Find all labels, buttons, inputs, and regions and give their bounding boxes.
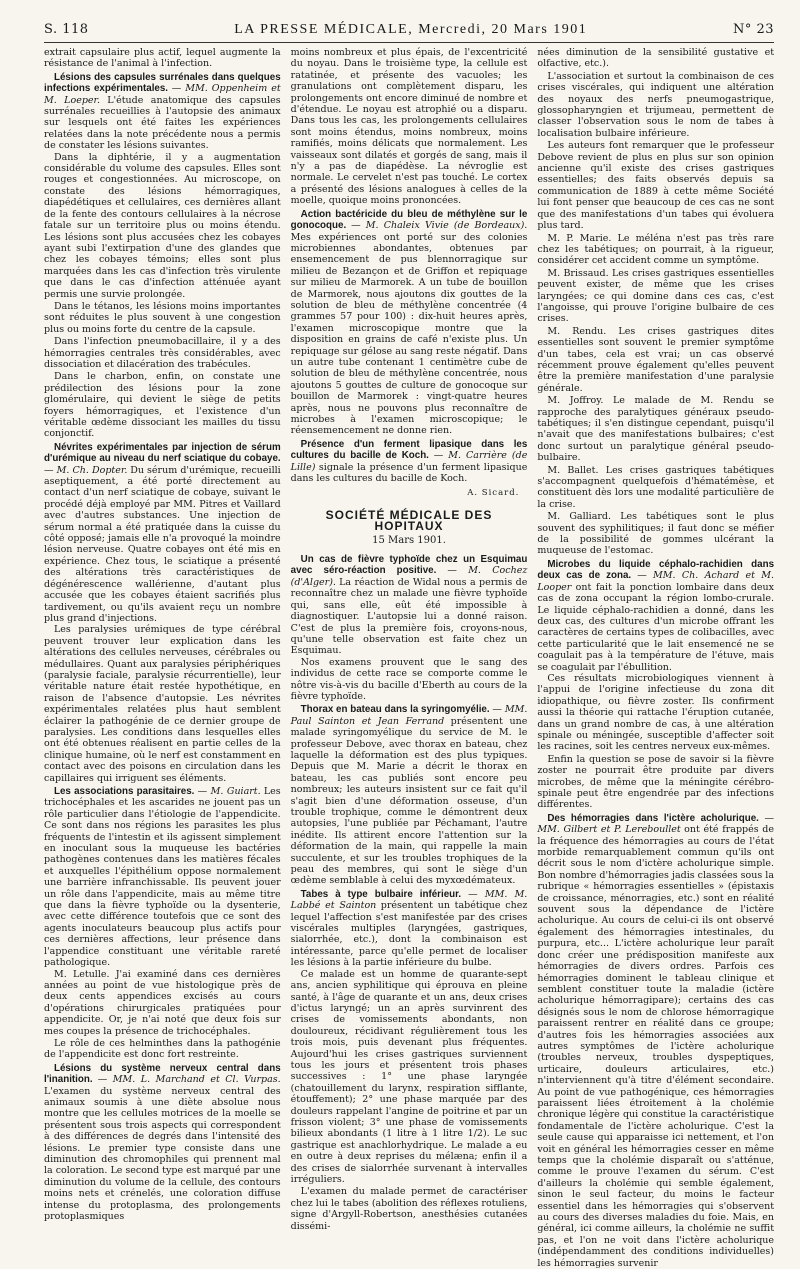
column-3 [537, 47, 775, 1269]
section-title: SOCIÉTÉ MÉDICALE DES HOPITAUX [325, 507, 493, 534]
paragraph: Les paralysies urémiques de type cérébral peuvent trouver leur explication dans les altérations des cellules nerveuses, cérébrales ou médullaires. Quant aux paralysies périphériques (paralysie faciale, paralysie récurrentielle), leur véritable nature était restée hypothétique, en raison de l'absence d'autopsie. Les névrites expérimentales relatées plus haut semblent éclairer la pathogénie de ce dernier groupe de paralysies. Les conditions dans lesquelles elles ont été obtenues réalisent en partie celles de la clinique humaine, où le nerf est constamment en contact avec des poisons en circulation dans les capillaires qui irriguent ses éléments. [44, 624, 281, 784]
paragraph: Le rôle de ces helminthes dans la pathogénie de l'appendicite est donc fort restreinte. [44, 1037, 281, 1061]
article-heading: Tabes à type bulbaire inférieur. — MM. M. Labbé et Sainton présentent un tabétique chez lequel l'affection s'est manifestée par des crises viscérales multiples (laryngées, gastriques, sialorrhée, etc.), dont la combinaison est intéressante, parce qu'elle permet de localiser les lésions à la partie inférieure du bulbe. [290, 888, 528, 969]
paragraph: Ce malade est un homme de quarante-sept ans, ancien syphilitique qui éprouva en pleine santé, à l'âge de quarante et un ans, deux crises d'ictus laryngé; un an après survinrent des crises de vomissements abondants, non douloureux, récidivant régulièrement tous les trois mois, puis devenant plus fréquentes. Aujourd'hui les crises gastriques surviennent tous les jours et présentent trois phases successives : 1° une phase laryngée (chatouillement du larynx, respiration sifflante, étouffement); 2° une phase marquée par des douleurs rappelant l'angine de poitrine et par un frisson violent; 3° une phase de vomissements bilieux abondants (1 litre à 1 litre 1/2). Le suc gastrique est anachlorhydrique. Le malade a eu en outre à deux reprises du mélæna; enfin il a des crises de sialorrhée survenant à intervalles irréguliers. [290, 968, 528, 1185]
article-heading: Action bactéricide du bleu de méthylène sur le gonocoque. — M. Chaleix Vivie (de Bordeaux). Mes expériences ont porté sur des colonies microbiennes abondantes, obtenues par ensemencement de pus blennorragique sur milieu de Bezançon et de Griffon et repiquage sur milieu de Marmorek. A un tube de bouillon de Marmorek, nous ajoutons dix gouttes de la solution de bleu de méthylène concentrée (4 grammes 57 pour 100) : dix-huit heures après, l'examen microscopique montre que la disposition en grains de café n'existe plus. Un repiquage sur gélose au sang reste négatif. Dans un autre tube contenant 1 centimètre cube de solution de bleu de méthylène concentrée, nous ajoutons 5 gouttes de culture de gonocoque sur bouillon de Marmorek : vingt-quatre heures après, nous ne pouvons plus reconnaître de microbes à l'examen microscopique; le réensemencement ne donne rien. [290, 208, 528, 437]
paragraph: M. Galliard. Les tabétiques sont le plus souvent des syphilitiques; il faut donc se méfier de la possibilité de gommes ulcérant la muqueuse de l'estomac. [537, 511, 775, 557]
paragraph: M. Joffroy. Le malade de M. Rendu se rapproche des paralytiques généraux pseudo-tabétiques; il s'en distingue cependant, puisqu'il n'avait que des manifestations bulbaires; c'est donc surtout un paralytique général pseudo-bulbaire. [537, 395, 775, 464]
column-2 [290, 47, 528, 1232]
paragraph: L'examen du malade permet de caractériser chez lui le tabes (abolition des réflexes rotuliens, signe d'Argyll-Robertson, anesthésies cutanées dissémi- [290, 1186, 528, 1232]
paragraph: Dans l'infection pneumobacillaire, il y a des hémorragies centrales très considérables, avec dissociation et dilacération des trabécules. [44, 336, 281, 370]
page-number: S. 118 [44, 22, 89, 37]
article-heading: Lésions des capsules surrénales dans quelques infections expérimentales. — MM. Oppenheim et M. Loeper. L'étude anatomique des capsules surrénales recueillies à l'autopsie des animaux sur lesquels ont été faites les expériences relatées dans la note précédente nous a permis de constater les lésions suivantes. [44, 71, 281, 152]
article-heading: Présence d'un ferment lipasique dans les cultures du bacille de Koch. — M. Carrière (de Lille) signale la présence d'un ferment lipasique dans les cultures du bacille de Koch. [290, 438, 528, 485]
section-date: 15 Mars 1901. [372, 534, 446, 546]
paragraph: Enfin la question se pose de savoir si la fièvre zoster ne pourrait être produite par divers microbes, de même que la méningite cérébro-spinale peut être engendrée par des infections différentes. [537, 753, 775, 811]
paragraph: Ces résultats microbiologiques viennent à l'appui de l'origine infectieuse du zona dit idiopathique, ou fièvre zoster. Ils confirment aussi la théorie qui rattache l'éruption cutanée, dans un grand nombre de cas, à une altération spinale ou méningée, susceptible d'affecter soit les racines, soit les centres nerveux eux-mêmes. [537, 672, 775, 753]
paragraph: nées diminution de la sensibilité gustative et olfactive, etc.). [537, 47, 775, 70]
paragraph: M. P. Marie. Le méléna n'est pas très rare chez les tabétiques; on pourrait, à la rigueur, considérer cet accident comme un symptôme. [537, 232, 775, 267]
article-heading: Les associations parasitaires. — M. Guiart. Les trichocéphales et les ascarides ne jouent pas un rôle particulier dans l'étiologie de l'appendicite. Ce sont dans nos régions les parasites les plus fréquents de l'intestin et ils agissent simplement en inoculant sous la muqueuse les bactéries pathogènes contenues dans les matières fécales et auxquelles l'épithélium oppose normalement une barrière infranchissable. Ils peuvent jouer un rôle dans l'appendicite, mais au même titre que dans la fièvre typhoïde ou la dysenterie, avec cette différence toutefois que ce sont des agents inoculateurs beaucoup plus actifs pour ces dernières affections, leur présence dans l'appendice constituant une véritable rareté pathologique. [44, 786, 281, 969]
paragraph: Dans le tétanos, les lésions moins importantes sont réduites le plus souvent à une congestion plus ou moins forte du centre de la capsule. [44, 300, 281, 335]
page-header [44, 22, 774, 38]
paragraph: L'association et surtout la combinaison de ces crises viscérales, qui indiquent une altération des noyaux des nerfs pneumogastrique, glossopharyngien et trijumeau, permettent de classer l'observation sous le nom de tabes à localisation bulbaire inférieure. [537, 70, 775, 139]
paragraph: M. Rendu. Les crises gastriques dites essentielles sont souvent le premier symptôme d'un tabes, cela est vrai; un cas observé récemment prouve également qu'elles peuvent être la première manifestation d'une paralysie générale. [537, 325, 775, 394]
article-heading: Névrites expérimentales par injection de sérum d'urémique au niveau du nerf sciatique du cobaye. — M. Ch. Dopter. Du sérum d'urémique, recueilli aseptiquement, a été porté directement au contact d'un nerf sciatique de cobaye, suivant le procédé déjà employé par MM. Pitres et Vaillard avec d'autres substances. Une injection de sérum normal a été pratiquée dans la cuisse du côté opposé; jamais elle n'a provoqué la moindre lésion nerveuse. Quatre cobayes ont été mis en expérience. Chez tous, le sciatique a présenté des altérations très caractéristiques de dégénérescence wallérienne, d'autant plus accusée que les cobayes étaient sacrifiés plus tardivement, ou qu'ils avaient reçu un nombre plus grand d'injections. [44, 441, 281, 624]
paragraph: Les auteurs font remarquer que le professeur Debove revient de plus en plus sur son opinion ancienne qu'il existe des crises gastriques essentielles; des faits observés depuis sa communication de 1889 à cette même Société lui font penser que beaucoup de ces cas ne sont que des manifestations d'un tabes qui évoluera plus tard. [537, 140, 775, 232]
paragraph: moins nombreux et plus épais, de l'excentricité du noyau. Dans le troisième type, la cellule est ratatinée, et présente des vacuoles; les granulations ont complètement disparu, les prolongements ont encore diminué de nombre et d'étendue. Le noyau est atrophié ou a disparu. Dans tous les cas, les prolongements cellulaires sont moins étendus, moins nombreux, moins ramifiés, moins délicats que normalement. Les vaisseaux sont dilatés et gorgés de sang, mais il n'y a pas de diapédèse. La névroglie est normale. Le cervelet n'est pas touché. Le cortex a présenté des lésions analogues à celles de la moelle, quoique moins prononcées. [290, 47, 528, 207]
issue-number: N° 23 [732, 22, 774, 37]
journal-title: LA PRESSE MÉDICALE, Mercredi, 20 Mars 1901 [234, 22, 588, 37]
columns [44, 47, 775, 1269]
article-heading: Un cas de fièvre typhoïde chez un Esquimau avec séro-réaction positive. — M. Cochez (d'Alger). La réaction de Widal nous a permis de reconnaître chez un malade une fièvre typhoïde qui, sans elle, eût été impossible à diagnostiquer. L'autopsie lui a donné raison. C'est de plus la première fois, croyons-nous, qu'une telle observation est faite chez un Esquimau. [290, 554, 528, 657]
paragraph: M. Letulle. J'ai examiné dans ces dernières années au point de vue histologique près de deux cents appendices excisés au cours d'opérations chirurgicales pratiquées pour appendicite. Or, je n'ai noté que deux fois sur mes coupes la présence de trichocéphales. [44, 968, 281, 1037]
paragraph: M. Ballet. Les crises gastriques tabétiques s'accompagnent quelquefois d'hématémèse, et constituent dès lors une modalité particulière de la crise. [537, 464, 775, 510]
column-1 [44, 47, 281, 1223]
article-heading: Lésions du système nerveux central dans l'inanition. — MM. L. Marchand et Cl. Vurpas. L'examen du système nerveux central des animaux soumis à une diète absolue nous montre que les cellules motrices de la moelle se présentent sous trois aspects qui correspondent à des différences de degrés dans l'intensité des lésions. Le premier type consiste dans une diminution des chromophiles qui prennent mal la coloration. Le second type est marqué par une diminution du volume de la cellule, des contours moins nets et crénelés, une coloration diffuse intense du protoplasma, des prolongements protoplasmiques [44, 1062, 281, 1223]
paragraph: extrait capsulaire plus actif, lequel augmente la résistance de l'animal à l'infection. [44, 47, 281, 70]
paragraph: Dans la diphtérie, il y a augmentation considérable du volume des capsules. Elles sont rouges et congestionnées. Au microscope, on constate des lésions hémorragiques, diapédétiques et cellulaires, ces dernières allant de la fente des contours cellulaires à la nécrose fatale sur un territoire plus ou moins étendu. Les lésions sont plus accusées chez les cobayes ayant subi l'extirpation d'une des glandes que chez les cobayes témoins; elles sont plus marquées dans les cas d'infection très virulente que dans le cas d'infection atténuée ayant permis une survie prolongée. [44, 151, 281, 300]
article-heading: Thorax en bateau dans la syringomyélie. — MM. Paul Sainton et Jean Ferrand présentent une malade syringomyélique du service de M. le professeur Debove, avec thorax en bateau, chez laquelle la déformation est des plus typiques. Depuis que M. Marie a décrit le thorax en bateau, les cas publiés sont encore peu nombreux; les auteurs insistent sur ce fait qu'il s'agit bien d'une déformation osseuse, d'un trouble trophique, comme le démontrent deux autopsies, l'une publiée par Péchamant, l'autre inédite. Ils attirent encore l'attention sur la déformation de la main, qui rappelle la main succulente, et sur les troubles trophiques de la peau des membres, qui sont le siège d'un œdème semblable à celui des myxœdémateux. [290, 704, 528, 887]
article-heading: Microbes du liquide céphalo-rachidien dans deux cas de zona. — MM. Ch. Achard et M. Looper ont fait la ponction lombaire dans deux cas de zona occupant la région lombo-crurale. Le liquide céphalo-rachidien a donné, dans les deux cas, des cultures d'un microbe offrant les caractères de certains types de colibacilles, avec cette particularité que le lait ensemencé ne se coagulait pas à la température de l'étuve, mais se coagulait par l'ébullition. [537, 558, 775, 673]
signature: A. Sicard. [467, 488, 520, 499]
paragraph: Nos examens prouvent que le sang des individus de cette race se comporte comme le nôtre vis-à-vis du bacille d'Eberth au cours de la fièvre typhoïde. [290, 656, 528, 702]
paragraph: Dans le charbon, enfin, on constate une prédilection des lésions pour la zone glomérulaire, qui devient le siège de petits foyers hémorragiques, et l'existence d'un véritable œdème dissociant les mailles du tissu conjonctif. [44, 371, 281, 440]
article-heading: Des hémorragies dans l'ictère acholurique. — MM. Gilbert et P. Lereboullet ont été frappés de la fréquence des hémorragies au cours de l'état morbide remarquablement commun qu'ils ont décrit sous le nom d'ictère acholurique simple. Bon nombre d'hémorragies jadis classées sous la rubrique « hémorragies essentielles » (épistaxis de croissance, ménorragies, etc.) sont en réalité souvent sous la dépendance de l'ictère acholurique. Au cours de celui-ci ils ont observé également des hémorragies intestinales, du purpura, etc... L'ictère acholurique leur paraît donc créer une prédisposition manifeste aux hémorragies de divers ordres. Parfois ces hémorragies dominent le tableau clinique et semblent constituer toute la maladie (ictère acholurique hémorragipare); certains des cas désignés sous le nom de chlorose hémorragique paraissent rentrer en réalité dans ce groupe; d'autres fois les hémorragies associées aux autres symptômes de l'ictère acholurique (troubles nerveux, troubles dyspeptiques, urticaire, douleurs articulaires, etc.) n'interviennent qu'à titre d'élément secondaire. Au point de vue pathogénique, ces hémorragies paraissent liées étroitement à la cholémie chronique légère qui constitue la caractéristique fondamentale de l'ictère acholurique. C'est la seule cause qui apparaisse ici nettement, et l'on voit en général les hémorragies cesser en même temps que la cholémie disparaît ou s'atténue, comme le prouve l'examen du sérum. C'est d'ailleurs la cholémie qui semble également, sinon le seul facteur, du moins le facteur essentiel dans les hémorragies qui s'observent au cours des diverses maladies du foie. Mais, en général, ici comme ailleurs, la cholémie ne suffit pas, et l'on ne voit dans l'ictère acholurique (indépendamment des conditions individuelles) les hémorragies survenir [537, 812, 775, 1269]
paragraph: M. Brissaud. Les crises gastriques essentielles peuvent exister, de même que les crises laryngées; ce qui domine dans ces cas, c'est l'angoisse, qui prouve l'origine bulbaire de ces crises. [537, 267, 775, 325]
header-rule [44, 42, 774, 43]
